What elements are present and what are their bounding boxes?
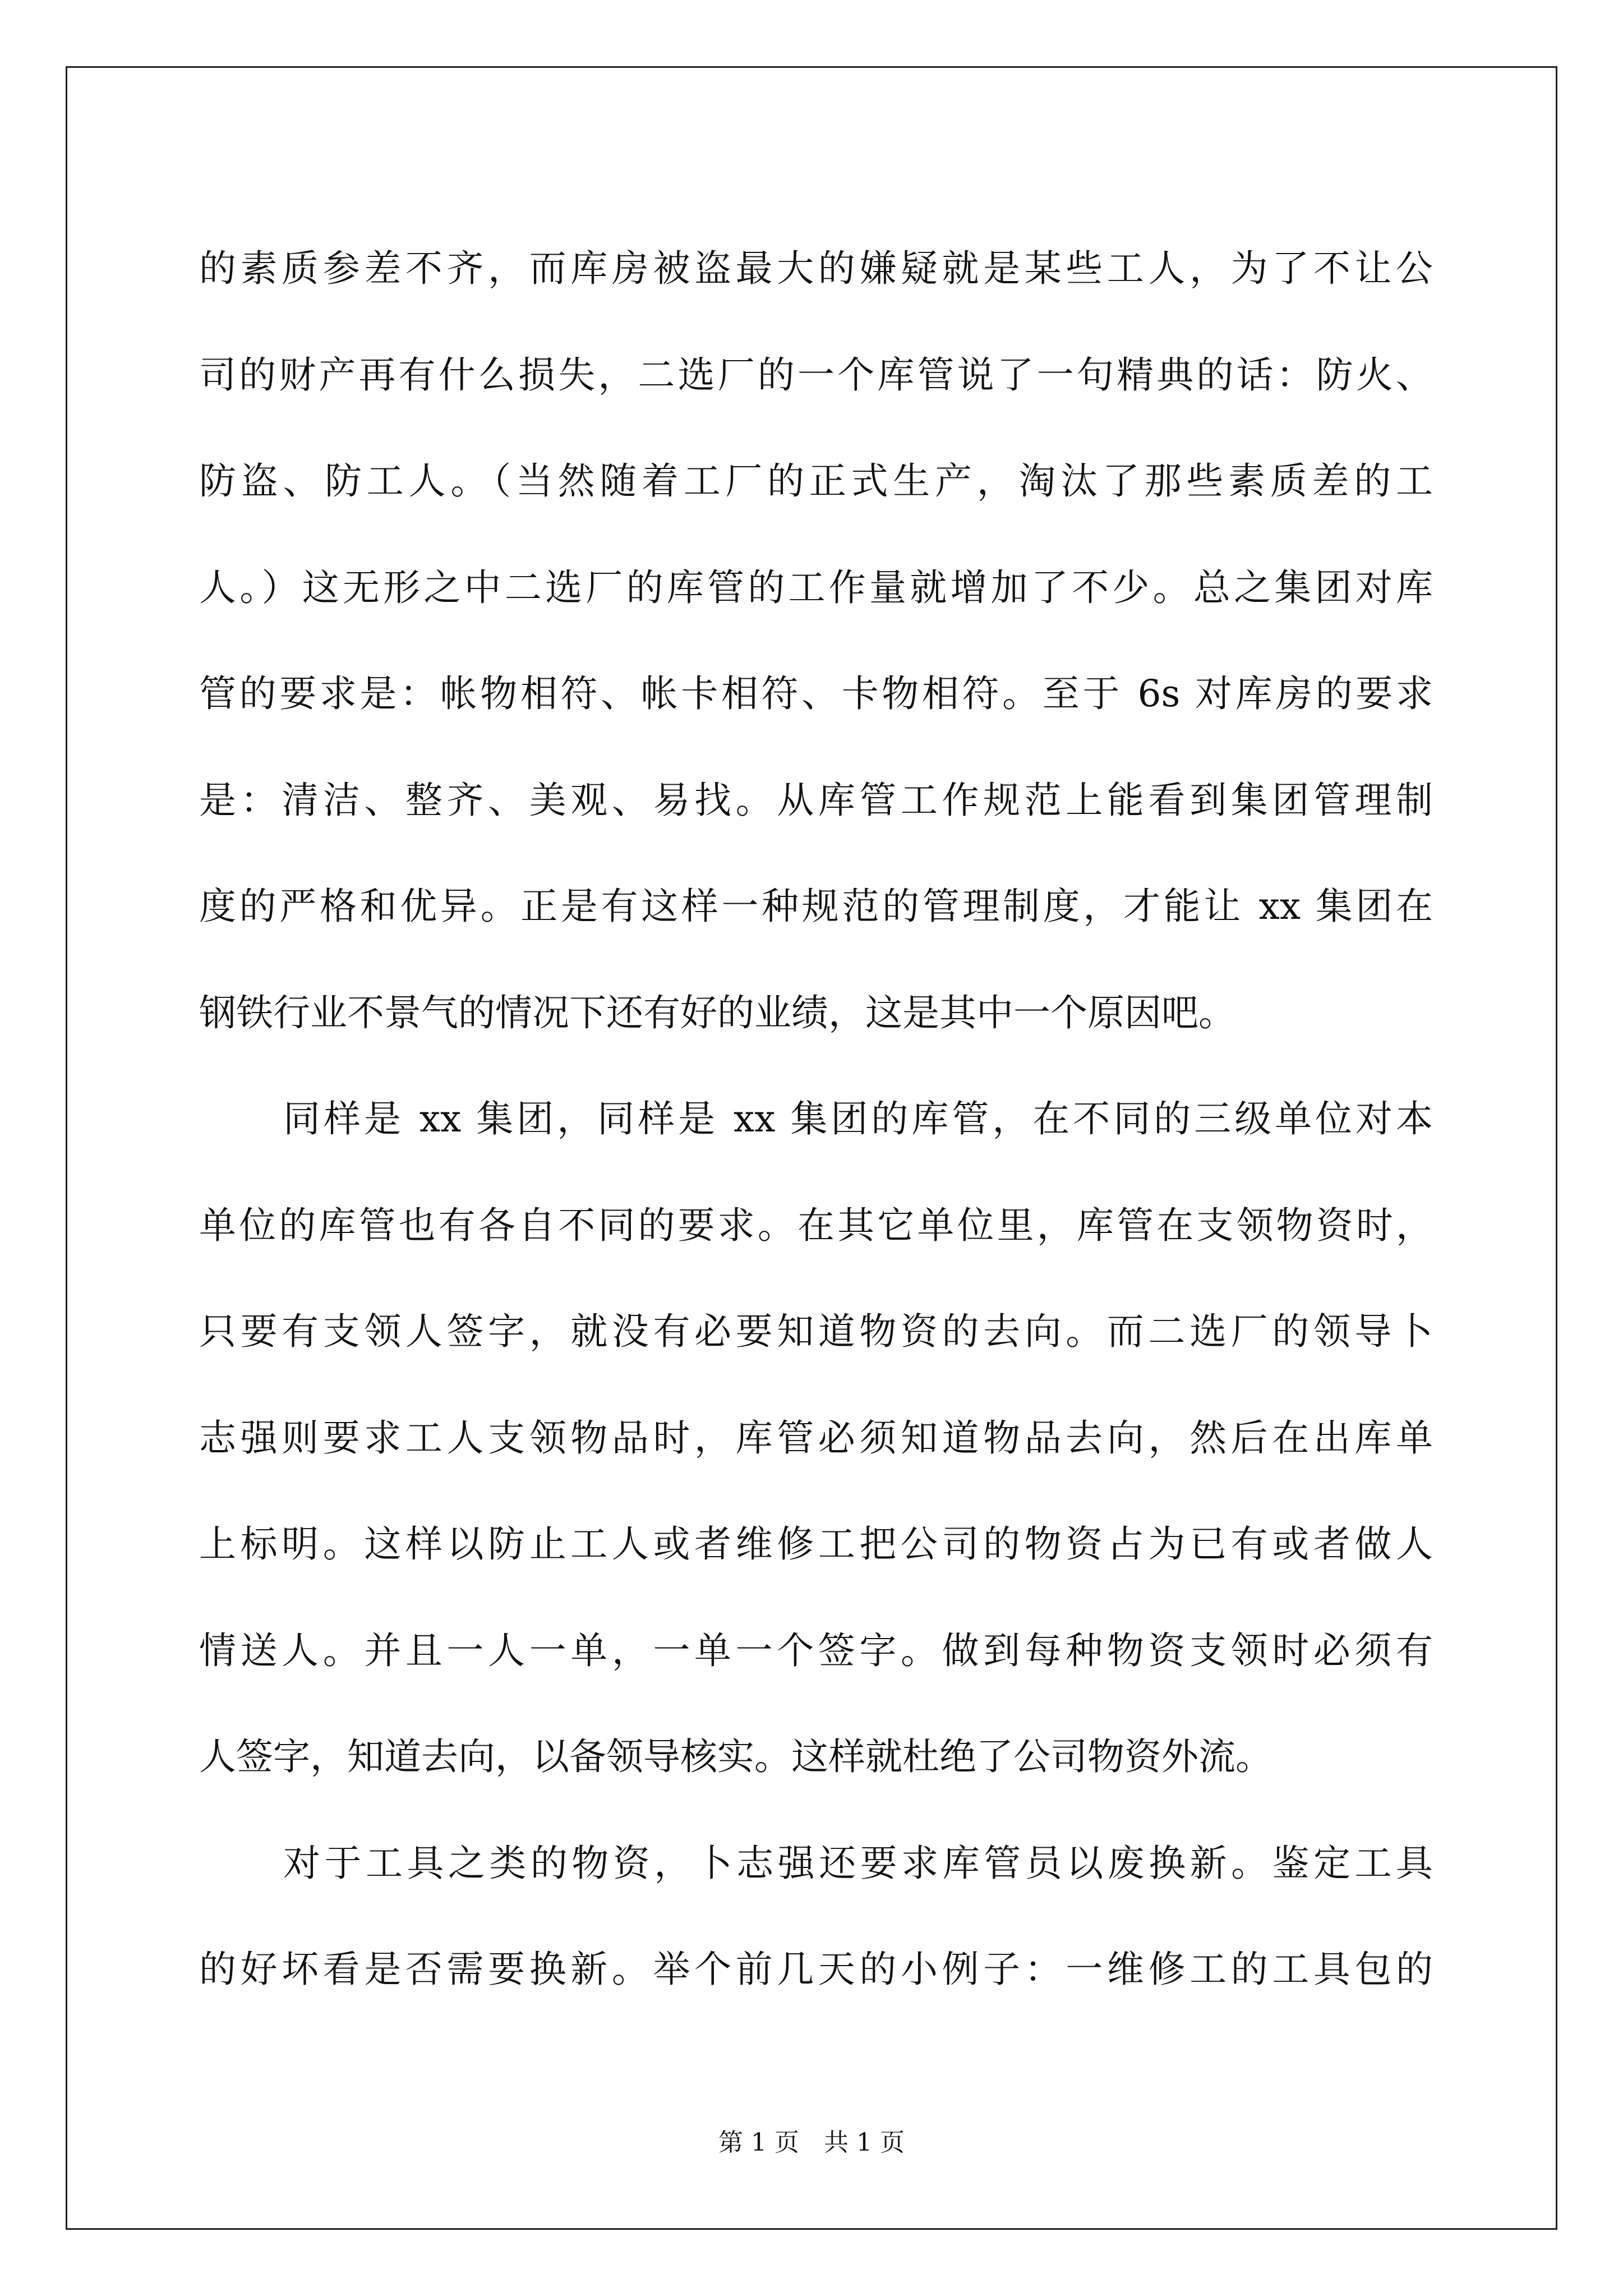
paragraph-first-line: 同样是 xx 集团，同样是 xx 集团的库管，在不同的三级单位对本 (283, 1097, 1433, 1140)
text-line: 防盗、防工人。（当然随着工厂的正式生产，淘汰了那些素质差的工 (199, 459, 1433, 503)
paragraph-end-line: 人签字，知道去向，以备领导核实。这样就杜绝了公司物资外流。 (199, 1735, 1272, 1778)
text-line: 的素质参差不齐，而库房被盗最大的嫌疑就是某些工人，为了不让公 (199, 247, 1433, 290)
text-line: 的好坏看是否需要换新。举个前几天的小例子：一维修工的工具包的 (199, 1948, 1433, 1991)
text-line: 度的严格和优异。正是有这样一种规范的管理制度，才能让 xx 集团在 (199, 885, 1433, 928)
text-line: 管的要求是：帐物相符、帐卡相符、卡物相符。至于 6s 对库房的要求 (199, 672, 1433, 715)
page-footer: 第 1 页 共 1 页 (718, 2128, 905, 2157)
text-line: 单位的库管也有各自不同的要求。在其它单位里，库管在支领物资时， (199, 1203, 1433, 1247)
text-line: 只要有支领人签字，就没有必要知道物资的去向。而二选厂的领导卜 (199, 1310, 1433, 1353)
text-line: 是：清洁、整齐、美观、易找。从库管工作规范上能看到集团管理制 (199, 778, 1433, 822)
paragraph-end-line: 钢铁行业不景气的情况下还有好的业绩，这是其中一个原因吧。 (199, 991, 1235, 1034)
text-line: 人。）这无形之中二选厂的库管的工作量就增加了不少。总之集团对库 (199, 565, 1433, 609)
text-line: 志强则要求工人支领物品时，库管必须知道物品去向，然后在出库单 (199, 1416, 1433, 1460)
paragraph-first-line: 对于工具之类的物资，卜志强还要求库管员以废换新。鉴定工具 (283, 1841, 1433, 1885)
text-line: 上标明。这样以防止工人或者维修工把公司的物资占为已有或者做人 (199, 1522, 1433, 1566)
text-line: 情送人。并且一人一单，一单一个签字。做到每种物资支领时必须有 (199, 1628, 1433, 1672)
text-line: 司的财产再有什么损失，二选厂的一个库管说了一句精典的话：防火、 (199, 353, 1433, 397)
document-body (199, 215, 1433, 2023)
